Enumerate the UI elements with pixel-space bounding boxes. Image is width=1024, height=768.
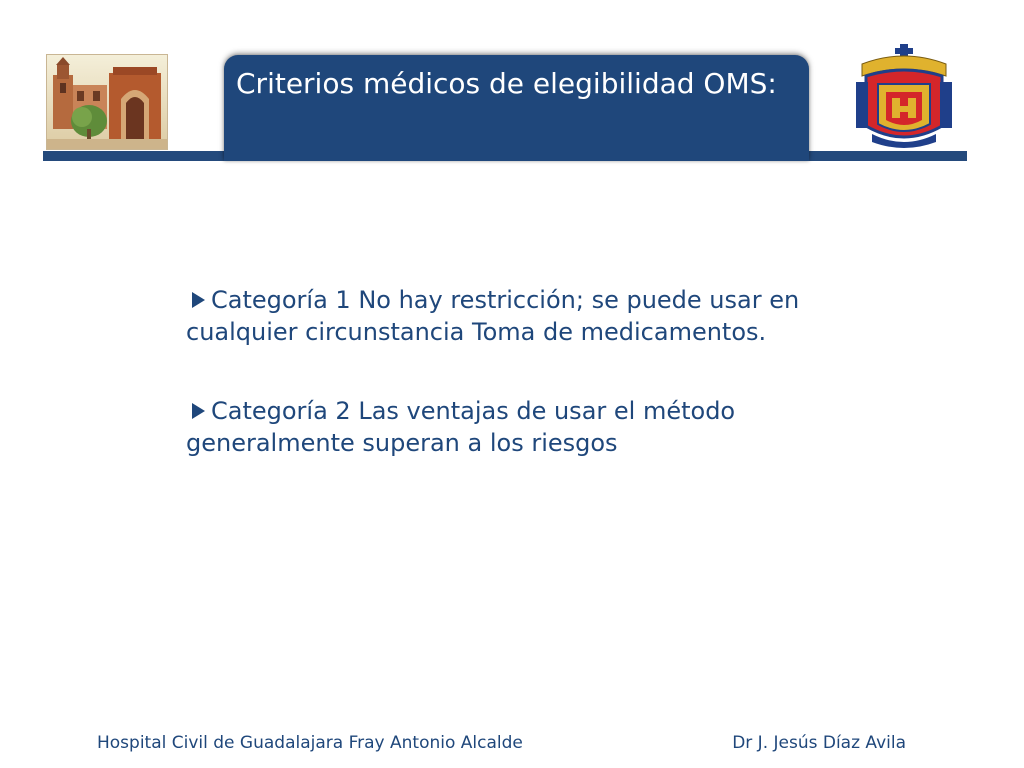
title-banner bbox=[224, 55, 809, 161]
hospital-civil-crest-icon bbox=[852, 42, 956, 152]
footer-hospital-name: Hospital Civil de Guadalajara Fray Antonio Alcalde bbox=[97, 733, 523, 753]
bullet-item-categoria-1 bbox=[186, 284, 856, 348]
building-illustration-icon bbox=[46, 54, 168, 150]
triangle-right-icon bbox=[192, 403, 205, 419]
bullet-list bbox=[186, 284, 856, 459]
slide-title: Criterios médicos de elegibilidad OMS: bbox=[236, 67, 777, 100]
footer-author: Dr J. Jesús Díaz Avila bbox=[732, 733, 906, 753]
bullet-item-categoria-2 bbox=[186, 395, 856, 459]
bullet-text: Categoría 1 No hay restricción; se puede usar en cualquier circunstancia Toma de medicamentos. bbox=[186, 286, 800, 346]
bullet-text: Categoría 2 Las ventajas de usar el método generalmente superan a los riesgos bbox=[186, 397, 736, 457]
triangle-right-icon bbox=[192, 292, 205, 308]
